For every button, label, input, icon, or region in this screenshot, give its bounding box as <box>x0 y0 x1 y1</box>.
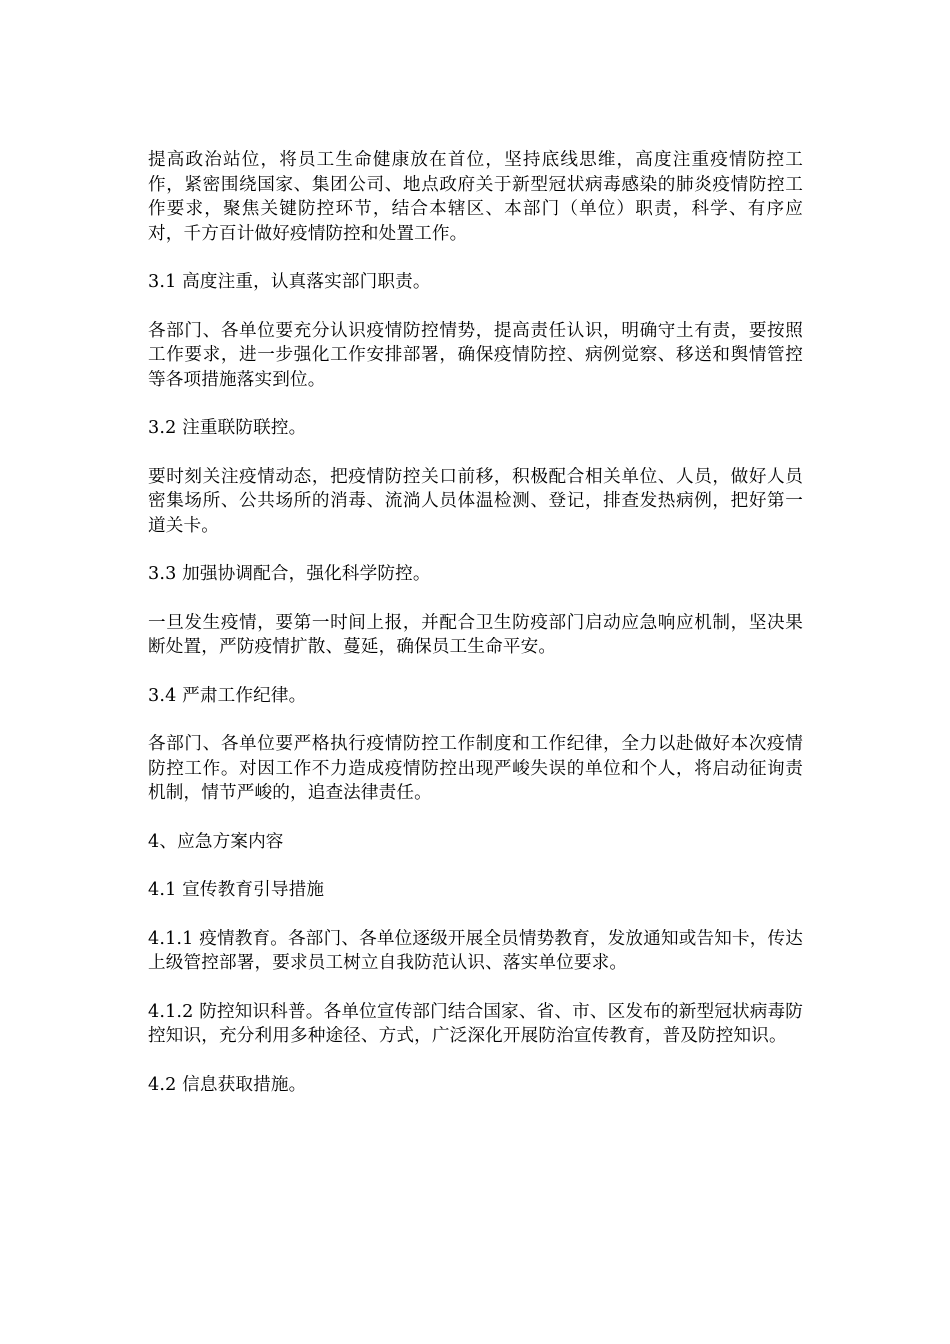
paragraph-3-3: 一旦发生疫情，要第一时间上报，并配合卫生防疫部门启动应急响应机制，坚决果断处置，严防疫情扩散、蔓延，确保员工生命平安。 <box>148 612 803 657</box>
paragraph-3-1: 各部门、各单位要充分认识疫情防控情势，提高责任认识，明确守土有责，要按照工作要求，进一步强化工作安排部署，确保疫情防控、病例觉察、移送和舆情管控等各项措施落实到位。 <box>148 320 803 390</box>
section-heading-3-1: 3.1 高度注重，认真落实部门职责。 <box>148 272 431 292</box>
paragraph-3-2: 要时刻关注疫情动态，把疫情防控关口前移，积极配合相关单位、人员，做好人员密集场所、公共场所的消毒、流淌人员体温检测、登记，排查发热病例，把好第一道关卡。 <box>148 466 803 536</box>
section-heading-3-4: 3.4 严肃工作纪律。 <box>148 685 307 706</box>
paragraph-intro: 提高政治站位，将员工生命健康放在首位，坚持底线思维，高度注重疫情防控工作，紧密围绕国家、集团公司、地点政府关于新型冠状病毒感染的肺炎疫情防控工作要求，聚焦关键防控环节，结合本辖区、本部门（单位）职责，科学、有序应对，千方百计做好疫情防控和处置工作。 <box>148 150 803 244</box>
paragraph-3-4: 各部门、各单位要严格执行疫情防控工作制度和工作纪律，全力以赴做好本次疫情防控工作。对因工作不力造成疫情防控出现严峻失误的单位和个人，将启动征询责机制，情节严峻的，追查法律责任。 <box>148 734 803 803</box>
section-heading-4: 4、应急方案内容 <box>148 831 284 852</box>
section-heading-4-1: 4.1 宣传教育引导措施 <box>148 880 325 900</box>
section-heading-3-2: 3.2 注重联防联控。 <box>148 418 307 438</box>
section-heading-3-3: 3.3 加强协调配合，强化科学防控。 <box>148 564 431 584</box>
section-heading-4-2: 4.2 信息获取措施。 <box>148 1074 307 1095</box>
document-page <box>148 148 803 1121</box>
paragraph-4-1-2: 4.1.2 防控知识科普。各单位宣传部门结合国家、省、市、区发布的新型冠状病毒防控知识，充分利用多种途径、方式，广泛深化开展防治宣传教育，普及防控知识。 <box>148 1001 803 1046</box>
paragraph-4-1-1: 4.1.1 疫情教育。各部门、各单位逐级开展全员情势教育，发放通知或告知卡，传达上级管控部署，要求员工树立自我防范认识、落实单位要求。 <box>148 928 803 973</box>
